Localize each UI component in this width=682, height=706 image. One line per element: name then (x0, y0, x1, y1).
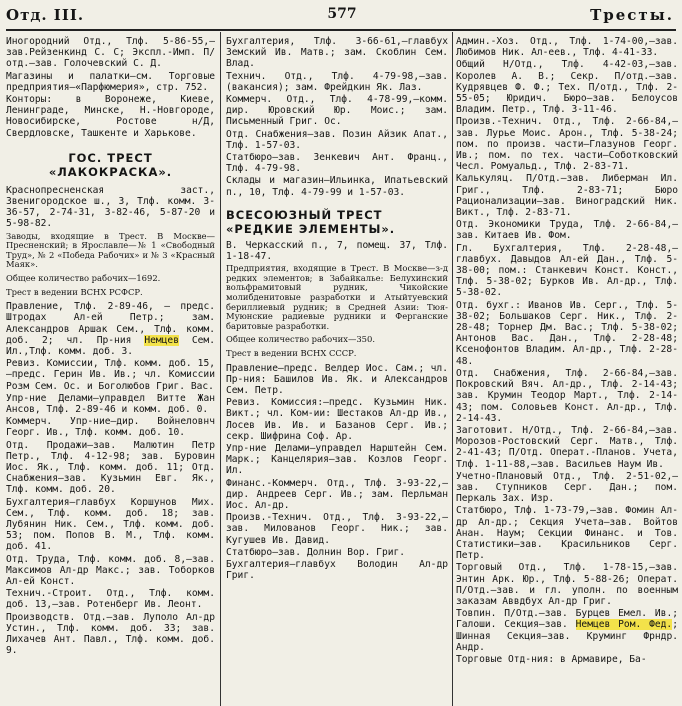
directory-entry: Учетно-Плановый Отд., Тлф. 2-51-02,—зав. Ступников Серг. Дан.; пом. Перкаль Зах. Изр. (456, 470, 678, 505)
directory-entry: Финанс.-Коммерч. Отд., Тлф. 3-93-22,—дир. Андреев Серг. Ив.; зам. Перльман Иос. Ал-др. (226, 477, 448, 512)
footer-entry: Торговые Отд-ния: в Армавире, Ба- (456, 653, 647, 665)
trust-address: В. Черкасский п., 7, помещ. 37, Тлф. 1-18-47. (226, 239, 448, 263)
directory-entry: Калькуляц. П/Отд.—зав. Либерман Ил. Григ., Тлф. 2-83-71; Бюро Рационализации—зав. Виноградский Ник. Викт., Тлф. 2-83-71. (456, 173, 678, 219)
running-title: Тресты. (590, 6, 674, 24)
directory-entry: Упр-ние Делами—управдел Нарштейн Сем. Марк.; Канцелярия—зав. Козлов Георг. Ил. (226, 443, 448, 477)
directory-entry: Заготовит. Н/Отд., Тлф. 2-66-84,—зав. Морозов-Ростовский Серг. Матв., Тлф. 2-41-43; П/Отд. Операт.-Планов. Учета, Тлф. 1-11-88,—зав. Васильев Наум Ив. (456, 424, 678, 470)
page-number: 577 (327, 6, 357, 22)
board-text-post: Сем. Ил.,Тлф. комм. доб. 3. (6, 334, 215, 358)
directory-entry: Админ.-Хоз. Отд., Тлф. 1-74-00,—зав. Любимов Ник. Ал-еев., Тлф. 4-41-33. (456, 36, 678, 59)
workers-count: Общее количество рабочих—350. (226, 334, 375, 345)
column-2 (226, 36, 448, 704)
intro-entry: Иногородний Отд., Тлф. 5-86-55,—зав.Рейзенкинд С. С; Экспл.-Имп. П/отд.—зав. Голочевский С. Д. (6, 36, 215, 70)
directory-entry: Бухгалтерия, Тлф. 3-66-61,—главбух Земский Ив. Матв.; зам. Скоблин Сем. Влад. (226, 36, 448, 70)
directory-entry: Общий Н/Отд., Тлф. 4-42-03,—зав. Королев А. В.; Секр. П/отд.—зав. Кудрявцев Ф. Ф.; Тех. П/отд., Тлф. 2-55-05; Юридич. Бюро—зав. Белоусов Владим. Петр., Тлф. 3-11-46. (456, 59, 678, 116)
directory-entry: Отд. Экономики Труда, Тлф. 2-66-84,—зав. Китаев Ив. Фом. (456, 219, 678, 242)
directory-entry: Отд. Продажи—зав. Малютин Петр Петр., Тлф. 4-12-98; зав. Буровин Иос. Як., Тлф. комм. доб. 11; Отд. Снабжения—зав. Кузьмин Евг. Як., Тлф. комм. доб. 20. (6, 439, 215, 496)
trust-title-lakokraska: ГОС. ТРЕСТ «ЛАКОКРАСКА». (48, 150, 173, 179)
highlighted-name: Немцев (144, 334, 179, 346)
directory-entry: Отд. Снабжения, Тлф. 2-66-84,—зав. Покровский Вяч. Ал-др., Тлф. 2-14-43; зав. Крумин Теодор Март., Тлф. 2-14-43; пом. Соловьев Конст. Ал-др., Тлф. 2-14-43. (456, 367, 678, 424)
directory-entry: Отд. Снабжения—зав. Позин Айзик Апат., Тлф. 1-57-03. (226, 128, 448, 151)
directory-entry: Произв.-Технич. Отд., Тлф. 2-66-84,—зав. Лурье Моис. Арон., Тлф. 5-38-24; пом. по произв. части—Глазунов Георг. Ив.; пом. по тех. части—Соботковский Чесл. Ромуальд., Тлф. 2-83-71. (456, 116, 678, 173)
highlighted-name: Немцев Ром. Фед. (575, 619, 673, 631)
column-1 (6, 36, 215, 704)
tovpin-text-pre: Товпин. П/Отд.—зав. Бурцев Емел. Ив.; Галоши. Секция—зав. (456, 608, 678, 631)
directory-entry: Статбюро—зав. Зенкевич Ант. Франц., Тлф. 4-79-98. (226, 152, 448, 175)
board-text-pre: Правление, Тлф. 2-89-46, — предс. Штродах Ал-ей Петр.; зам. Александров Аршак Сем., Тлф. комм. доб. 2; чл. Пр-ния (6, 301, 215, 346)
directory-entry: Отд. Труда, Тлф. комм. доб. 8,—зав. Максимов Ал-др Макс.; зав. Тоборков Ал-ей Конст. (6, 553, 215, 588)
column-divider-2 (452, 32, 453, 706)
plants-note: Заводы, входящие в Трест. В Москве—Пресненский; в Ярославле—№ 1 «Свободный Труд», № 2 «Победа Рабочих» и № 3 «Красный Маяк». (6, 230, 215, 270)
directory-entry: Статбюро—зав. Долнин Вор. Григ. (226, 546, 406, 558)
branches-entry: Конторы: в Воронеже, Киеве, Ленинграде, Минске, Н.-Новгороде, Новосибирске, Ростове н/Д, Свердловске, Ташкенте и Харькове. (6, 94, 215, 139)
directory-entry: Производств. Отд.—зав. Луполо Ал-др Устин., Тлф. комм. доб. 33; зав. Лихачев Ант. Павл., Тлф. комм. доб. 9. (6, 611, 215, 657)
workers-count: Общее количество рабочих—1692. (6, 273, 161, 284)
trust-title-redkie-elementy: ВСЕСОЮЗНЫЙ ТРЕСТ «РЕДКИЕ ЭЛЕМЕНТЫ». (226, 207, 396, 236)
directory-entry: Ревиз. Комиссии, Тлф. комм. доб. 15,—предс. Герин Ив. Ив.; чл. Комиссии Розм Сем. Ос. и Боголюбов Григ. Вас. (6, 358, 215, 392)
tovpin-text-post: ; Шинная Секция—зав. Круминг Фрндр. Андр. (456, 619, 678, 653)
directory-entry: Бухгалтерия—главбух Коршунов Мих. Сем., Тлф. комм. доб. 18; зав. Лубянин Ник. Сем., Тлф. комм. доб. 53; пом. Попов В. М., Тлф. комм. доб. 41. (6, 496, 215, 553)
vsnh-note: Трест в ведении ВСНХ РСФСР. (6, 286, 143, 297)
section-label: Отд. III. (6, 6, 85, 24)
directory-entry: Произв.-Технич. Отд., Тлф. 3-93-22,—зав. Милованов Георг. Ник.; зав. Кугушев Ив. Давид. (226, 512, 448, 546)
shops-entry: Магазины и палатки—см. Торговые предприятия—«Парфюмерия», стр. 752. (6, 70, 215, 93)
directory-entry: Гл. Бухгалтерия, Тлф. 2-28-48,—главбух. Давыдов Ал-ей Дан., Тлф. 5-38-00; пом.: Станкевич Конст. Конст., Тлф. 5-38-02; Бурков Ив. Ал-др., Тлф. 5-38-02. (456, 242, 678, 299)
directory-entry: Торговый Отд., Тлф. 1-78-15,—зав. Энтин Арк. Юр., Тлф. 5-88-26; Операт. П/Отд.—зав. и гл. уполн. по военным заказам Аввдбух Ал-др Григ. (456, 562, 678, 607)
column-divider-1 (220, 32, 221, 706)
tovpin-entry (456, 608, 678, 653)
directory-entry: Ревиз. Комиссия:—предс. Кузьмин Ник. Викт.; чл. Ком-ии: Шестаков Ал-др Ив., Лосев Ив. Ив. и Базанов Серг. Ив.; секр. Шифрина Соф. Ар. (226, 397, 448, 442)
directory-entry: Правление—предс. Велдер Иос. Сам.; чл. Пр-ния: Башилов Ив. Як. и Александров Сем. Петр. (226, 362, 448, 396)
enterprises-note: Предприятия, входящие в Трест. В Москве—з-д редких элементов; в Забайкалье: Белухинский вольфрамитовый рудник, Чикойские молибденитовые разработки и Атыйтуевский бериллиевый рудник; в Средней Азии: Тюя-Муюнские радиевые рудники и Ферганские баритовые разработки. (226, 263, 448, 331)
vsnh-note: Трест в ведении ВСНХ СССР. (226, 348, 357, 358)
directory-entry: Отд. бухг.: Иванов Ив. Серг., Тлф. 5-38-02; Большаков Серг. Ник., Тлф. 2-28-48; Торнер Дм. Вас.; Тлф. 5-38-02; Антонов Вас. Дан., Тлф. 2-28-48; Ксенофонтов Владим. Ал-др., Тлф. 2-28-48. (456, 299, 678, 367)
trust-address: Краснопресненская заст., Звенигородское ш., 3, Тлф. комм. 3-36-57, 2-74-31, 3-82-46, 5-87-20 и 5-98-82. (6, 184, 215, 230)
column-3 (456, 36, 678, 704)
header-rule (6, 29, 676, 31)
directory-entry: Коммерч. Отд., Тлф. 4-78-99,—комм. дир. Юровский Юр. Моис.; зам. Письменный Григ. Ос. (226, 94, 448, 128)
directory-entry: Бухгалтерия—главбух Володин Ал-др Григ. (226, 559, 448, 582)
board-entry (6, 301, 215, 357)
directory-entry: Склады и магазин—Ильинка, Ипатьевский п., 10, Тлф. 4-79-99 и 1-57-03. (226, 175, 448, 198)
directory-entry: Коммерч. Упр-ние—дир. Войнеловнч Георг. Ив., Тлф. комм. доб. 10. (6, 416, 215, 439)
directory-entry: Упр-ние Делами—управдел Витте Жан Ансов, Тлф. 2-89-46 и комм. доб. 0. (6, 392, 215, 416)
directory-entry: Технич.-Строит. Отд., Тлф. комм. доб. 13,—зав. Ротенберг Ив. Леонт. (6, 588, 215, 611)
directory-entry: Статбюро, Тлф. 1-73-79,—зав. Фомин Ал-др Ал-др.; Секция Учета—зав. Войтов Анан. Наум; Секции Финанс. и Тов. Статистики—зав. Красильников Серг. Петр. (456, 505, 678, 562)
directory-entry: Технич. Отд., Тлф. 4-79-98,—зав. (вакансия); зам. Фрейдкин Як. Лаз. (226, 70, 448, 93)
